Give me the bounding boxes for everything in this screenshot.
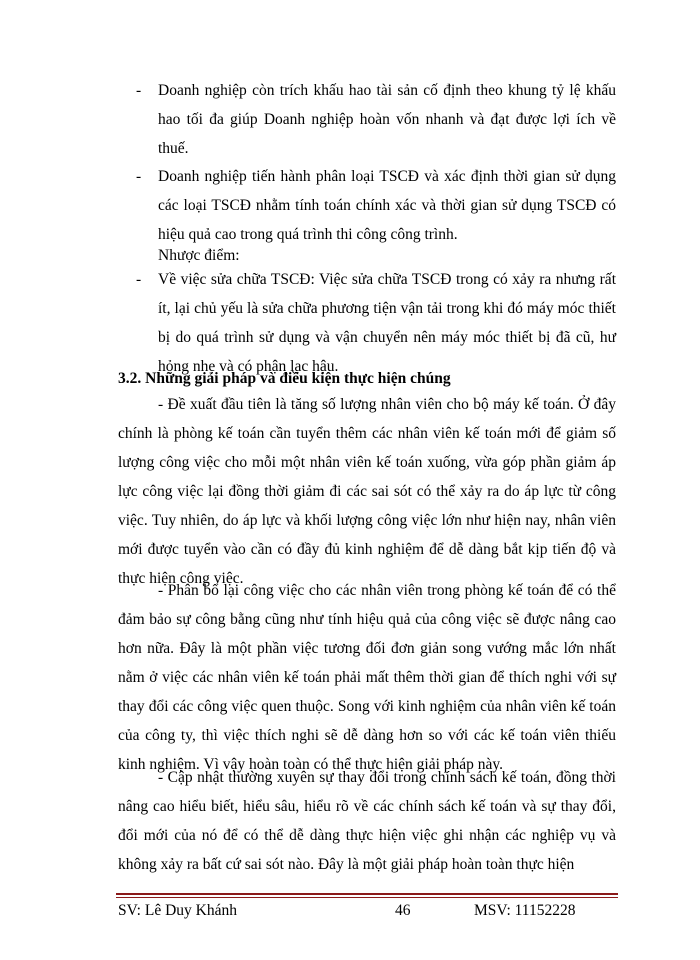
bullet-dash: -	[136, 271, 142, 288]
bullet-dash: -	[136, 82, 142, 99]
footer-rule	[116, 893, 618, 895]
footer-rule-thin	[116, 897, 618, 898]
bullet-text: Về việc sửa chữa TSCĐ: Việc sửa chữa TSCĐ trong có xảy ra nhưng rất ít, lại chủ yếu là sửa chữa phương tiện vận tải trong khi đó máy móc thiết bị do quá trình sử dụng và vận chuyển nên máy móc thiết bị đã cũ, hư hỏng nhẹ và có phận lạc hậu.	[158, 271, 616, 375]
footer-page-number: 46	[395, 902, 411, 919]
bullet-item	[118, 76, 616, 163]
paragraph: - Phân bổ lại công việc cho các nhân viên trong phòng kế toán để có thể đảm bảo sự công bằng cũng như tính hiệu quả của công việc sẽ được nâng cao hơn nữa. Đây là một phần việc tương đối đơn giản song vướng mắc lớn nhất nằm ở việc các nhân viên kế toán phải mất thêm thời gian để thích nghi với sự thay đổi các công việc quen thuộc. Song với kinh nghiệm của nhân viên kế toán của công ty, thì việc thích nghi sẽ dễ dàng hơn so với các kế toán viên thiếu kinh nghiệm. Vì vậy hoàn toàn có thể thực hiện giải pháp này.	[118, 582, 616, 773]
bullet-item	[118, 162, 616, 249]
weakness-label: Nhược điểm:	[158, 247, 240, 264]
paragraph: - Cập nhật thường xuyên sự thay đổi trong chính sách kế toán, đồng thời nâng cao hiểu biết, hiểu sâu, hiểu rõ về các chính sách kế toán và sự thay đổi, đổi mới của nó để có thể dễ dàng thực hiện việc ghi nhận các nghiệp vụ và không xảy ra bất cứ sai sót nào. Đây là một giải pháp hoàn toàn thực hiện	[118, 769, 616, 873]
bullet-dash: -	[136, 168, 142, 185]
footer-student-name: SV: Lê Duy Khánh	[118, 902, 237, 919]
paragraph: - Đề xuất đầu tiên là tăng số lượng nhân viên cho bộ máy kế toán. Ở đây chính là phòng kế toán cần tuyển thêm các nhân viên kế toán mới để giảm số lượng công việc cho mỗi một nhân viên kế toán xuống, vừa góp phần giảm áp lực công việc lại đồng thời giảm đi các sai sót có thể xảy ra do áp lực từ công việc. Tuy nhiên, do áp lực và khối lượng công việc lớn như hiện nay, nhân viên mới được tuyển vào cần có đầy đủ kinh nghiệm để dễ dàng bắt kịp tiến độ và thực hiện công việc.	[118, 396, 616, 587]
bullet-text: Doanh nghiệp tiến hành phân loại TSCĐ và xác định thời gian sử dụng các loại TSCĐ nhằm tính toán chính xác và thời gian sử dụng TSCĐ có hiệu quả cao trong quá trình thi công công trình.	[158, 168, 616, 243]
footer-student-id: MSV: 11152228	[474, 902, 576, 919]
bullet-text: Doanh nghiệp còn trích khấu hao tài sản cố định theo khung tỷ lệ khấu hao tối đa giúp Doanh nghiệp hoàn vốn nhanh và đạt được lợi ích về thuế.	[158, 82, 616, 157]
section-heading: 3.2. Những giải pháp và điều kiện thực hiện chúng	[118, 370, 451, 387]
